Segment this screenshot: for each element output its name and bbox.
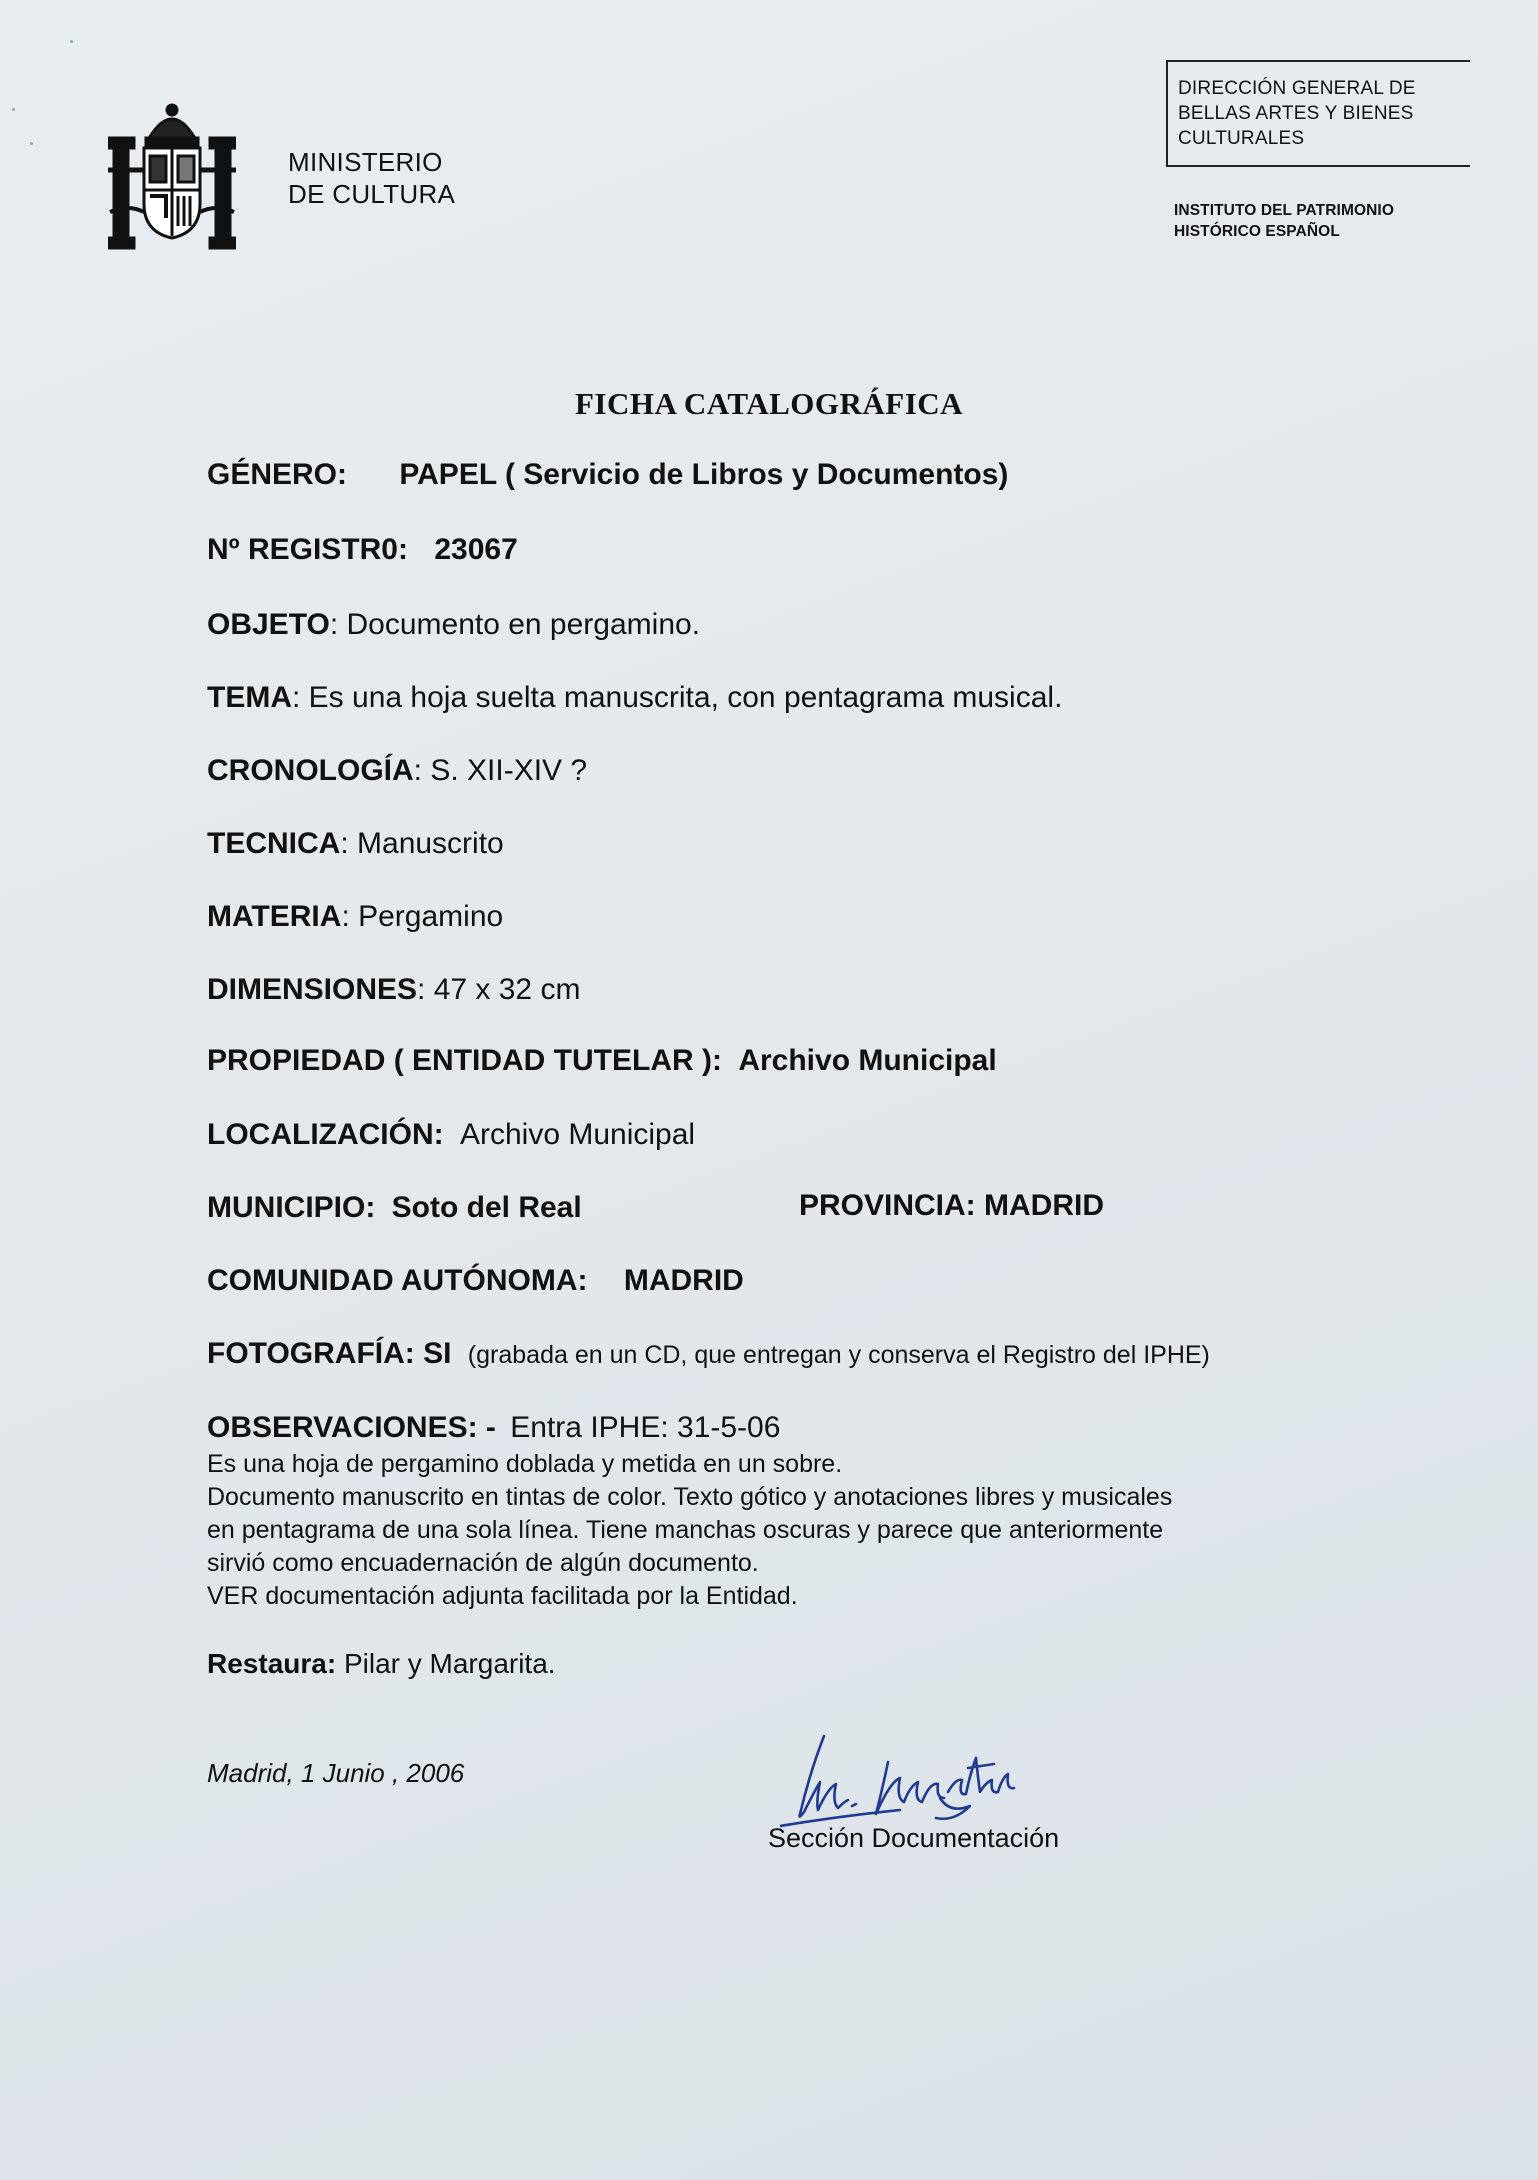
institute-line: HISTÓRICO ESPAÑOL <box>1174 223 1340 240</box>
ministry-name <box>288 146 455 210</box>
field-label: CRONOLOGÍA <box>207 754 414 787</box>
field-label: MATERIA <box>207 900 342 933</box>
field-cronologia <box>207 754 587 788</box>
field-label: PROPIEDAD ( ENTIDAD TUTELAR ): <box>207 1044 722 1077</box>
observation-line: VER documentación adjunta facilitada por la Entidad. <box>207 1582 798 1610</box>
scan-speck <box>70 40 73 43</box>
field-restaura <box>207 1648 556 1680</box>
field-genero <box>207 458 1008 492</box>
field-label: GÉNERO: <box>207 458 348 491</box>
field-dimensiones <box>207 973 580 1007</box>
field-label: Restaura: <box>207 1648 337 1679</box>
observation-line: Documento manuscrito en tintas de color. Texto gótico y anotaciones libres y musicales <box>207 1483 1173 1511</box>
field-value: : 47 x 32 cm <box>417 973 581 1006</box>
field-label: TEMA <box>207 681 292 714</box>
directorate-line: CULTURALES <box>1178 128 1305 149</box>
field-value: : Pergamino <box>341 900 504 933</box>
field-value: 23067 <box>434 533 518 566</box>
field-label: OBSERVACIONES: - <box>207 1411 496 1444</box>
field-label: DIMENSIONES <box>207 973 418 1006</box>
institute-name <box>1174 200 1394 242</box>
field-value: : Documento en pergamino. <box>329 608 701 641</box>
field-label: FOTOGRAFÍA: SI <box>207 1337 452 1370</box>
observation-line: Es una hoja de pergamino doblada y metida en un sobre. <box>207 1450 843 1478</box>
field-value: Soto del Real <box>391 1191 582 1224</box>
directorate-line: DIRECCIÓN GENERAL DE <box>1178 78 1416 99</box>
field-value: MADRID <box>984 1189 1105 1222</box>
field-value: : S. XII-XIV ? <box>413 754 588 787</box>
field-label: Nº REGISTR0: <box>207 533 408 566</box>
field-value: Archivo Municipal <box>459 1118 696 1151</box>
field-value: : Manuscrito <box>340 827 504 860</box>
document-title: FICHA CATALOGRÁFICA <box>574 386 964 421</box>
field-localizacion <box>207 1118 695 1152</box>
scan-speck <box>12 108 15 111</box>
field-fotografia <box>207 1337 1210 1371</box>
field-comunidad <box>207 1264 744 1298</box>
field-value: PAPEL ( Servicio de Libros y Documentos) <box>399 458 1009 491</box>
field-registro <box>207 533 518 567</box>
field-materia <box>207 900 503 934</box>
signature-icon <box>780 1722 1080 1832</box>
observations-text <box>207 1448 1172 1613</box>
signing-date: Madrid, 1 Junio , 2006 <box>207 1758 465 1788</box>
field-label: MUNICIPIO: <box>207 1191 376 1224</box>
field-value: Entra IPHE: 31-5-06 <box>510 1411 781 1444</box>
signature-caption: Sección Documentación <box>768 1823 1060 1853</box>
field-label: LOCALIZACIÓN: <box>207 1118 444 1151</box>
observation-line: sirvió como encuadernación de algún documento. <box>207 1549 759 1577</box>
field-value: (grabada en un CD, que entregan y conserva el Registro del IPHE) <box>467 1341 1210 1369</box>
field-label: TECNICA <box>207 827 341 860</box>
field-tecnica <box>207 827 504 861</box>
field-value: MADRID <box>623 1264 744 1297</box>
field-label: OBJETO <box>207 608 330 641</box>
ministry-line: DE CULTURA <box>288 179 456 209</box>
field-value: Archivo Municipal <box>738 1044 997 1077</box>
field-label: COMUNIDAD AUTÓNOMA: <box>207 1264 588 1297</box>
field-propiedad <box>207 1044 997 1078</box>
observation-line: en pentagrama de una sola línea. Tiene manchas oscuras y parece que anteriormente <box>207 1516 1164 1544</box>
field-observaciones <box>207 1411 780 1445</box>
field-municipio <box>207 1191 582 1225</box>
ministry-line: MINISTERIO <box>288 147 443 177</box>
coat-of-arms-icon <box>108 100 236 250</box>
directorate-line: BELLAS ARTES Y BIENES <box>1178 103 1414 124</box>
field-objeto <box>207 608 700 642</box>
field-label: PROVINCIA: <box>799 1189 976 1222</box>
field-value: : Es una hoja suelta manuscrita, con pentagrama musical. <box>292 681 1063 714</box>
directorate-box <box>1166 60 1470 167</box>
field-provincia <box>799 1189 1104 1223</box>
institute-line: INSTITUTO DEL PATRIMONIO <box>1174 202 1394 219</box>
field-value: Pilar y Margarita. <box>343 1648 556 1679</box>
field-tema <box>207 681 1062 715</box>
scan-speck <box>30 142 33 145</box>
